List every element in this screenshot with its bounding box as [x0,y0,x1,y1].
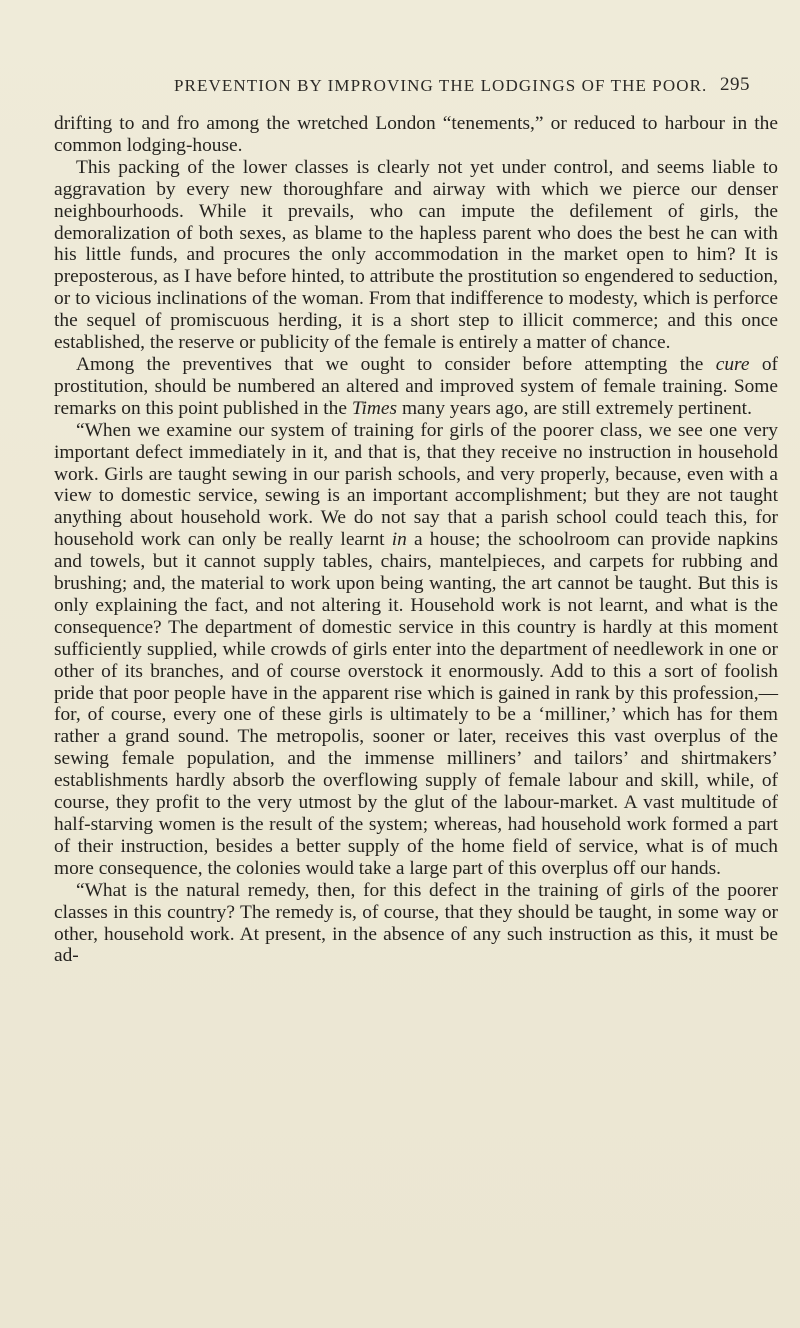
paragraph-4: “When we examine our system of training for girls of the poorer class, we see one very important defect immediately in it, and that is, that they receive no instruction in household work. Girls are taught sewing in our parish schools, and very properly, because, even with a view to domestic service, sewing is an important accomplishment; but they are not taught anything about household work. We do not say that a parish school could teach this, for household work can only be really learnt in a house; the schoolroom can provide napkins and towels, but it cannot supply tables, chairs, mantelpieces, and carpets for rubbing and brushing; and, the material to work upon being wanting, the art cannot be taught. But this is only explaining the fact, and not altering it. Household work is not learnt, and what is the consequence? The department of domestic service in this country is hardly at this moment sufficiently supplied, while crowds of girls enter into the department of needlework in one or other of its branches, and of course overstock it enormously. Add to this a sort of foolish pride that poor people have in the apparent rise which is gained in rank by this profession,—for, of course, every one of these girls is ultimately to be a ‘milliner,’ which has for them rather a grand sound. The metropolis, sooner or later, receives this vast overplus of the sewing female population, and the immense milliners’ and tailors’ and shirtmakers’ establishments hardly absorb the overflowing supply of female labour and skill, while, of course, they profit to the very utmost by the glut of the labour-market. A vast multitude of half-starving women is the result of the system; whereas, had household work formed a part of their instruction, besides a better supply of the home field of service, what is of much more consequence, the colonies would take a large part of this overplus off our hands. [54,419,778,879]
running-head [0,74,800,104]
paragraph-2: This packing of the lower classes is clearly not yet under control, and seems liable to aggravation by every new thoroughfare and airway with which we pierce our denser neighbourhoods. While it prevails, who can impute the defilement of girls, the demoralization of both sexes, as blame to the hapless parent who does the best he can with his little funds, and procures the only accommodation in the market open to him? It is preposterous, as I have before hinted, to attribute the prostitution so engendered to seduction, or to vicious inclinations of the woman. From that indifference to modesty, which is perforce the sequel of promiscuous herding, it is a short step to illicit commerce; and this once established, the reserve or publicity of the female is entirely a matter of chance. [54,156,778,354]
italic-in: in [391,529,407,551]
body-text [54,113,778,967]
paragraph-1: drifting to and fro among the wretched London “tenements,” or reduced to harbour in the common lodging-house. [54,113,778,156]
italic-times: Times [351,397,398,419]
paragraph-5: “What is the natural remedy, then, for this defect in the training of girls of the poorer classes in this country? The remedy is, of course, that they should be taught, in some way or other, household work. At present, in the absence of any such instruction as this, it must be ad- [54,879,778,967]
paragraph-3: Among the preventives that we ought to consider before attempting the cure of prostitution, should be numbered an altered and improved system of female training. Some remarks on this point published in the Times many years ago, are still extremely pertinent. [54,353,778,419]
running-title: PREVENTION BY IMPROVING THE LODGINGS OF THE POOR. [174,76,708,95]
page-number: 295 [720,74,750,95]
italic-cure: cure [715,353,750,375]
